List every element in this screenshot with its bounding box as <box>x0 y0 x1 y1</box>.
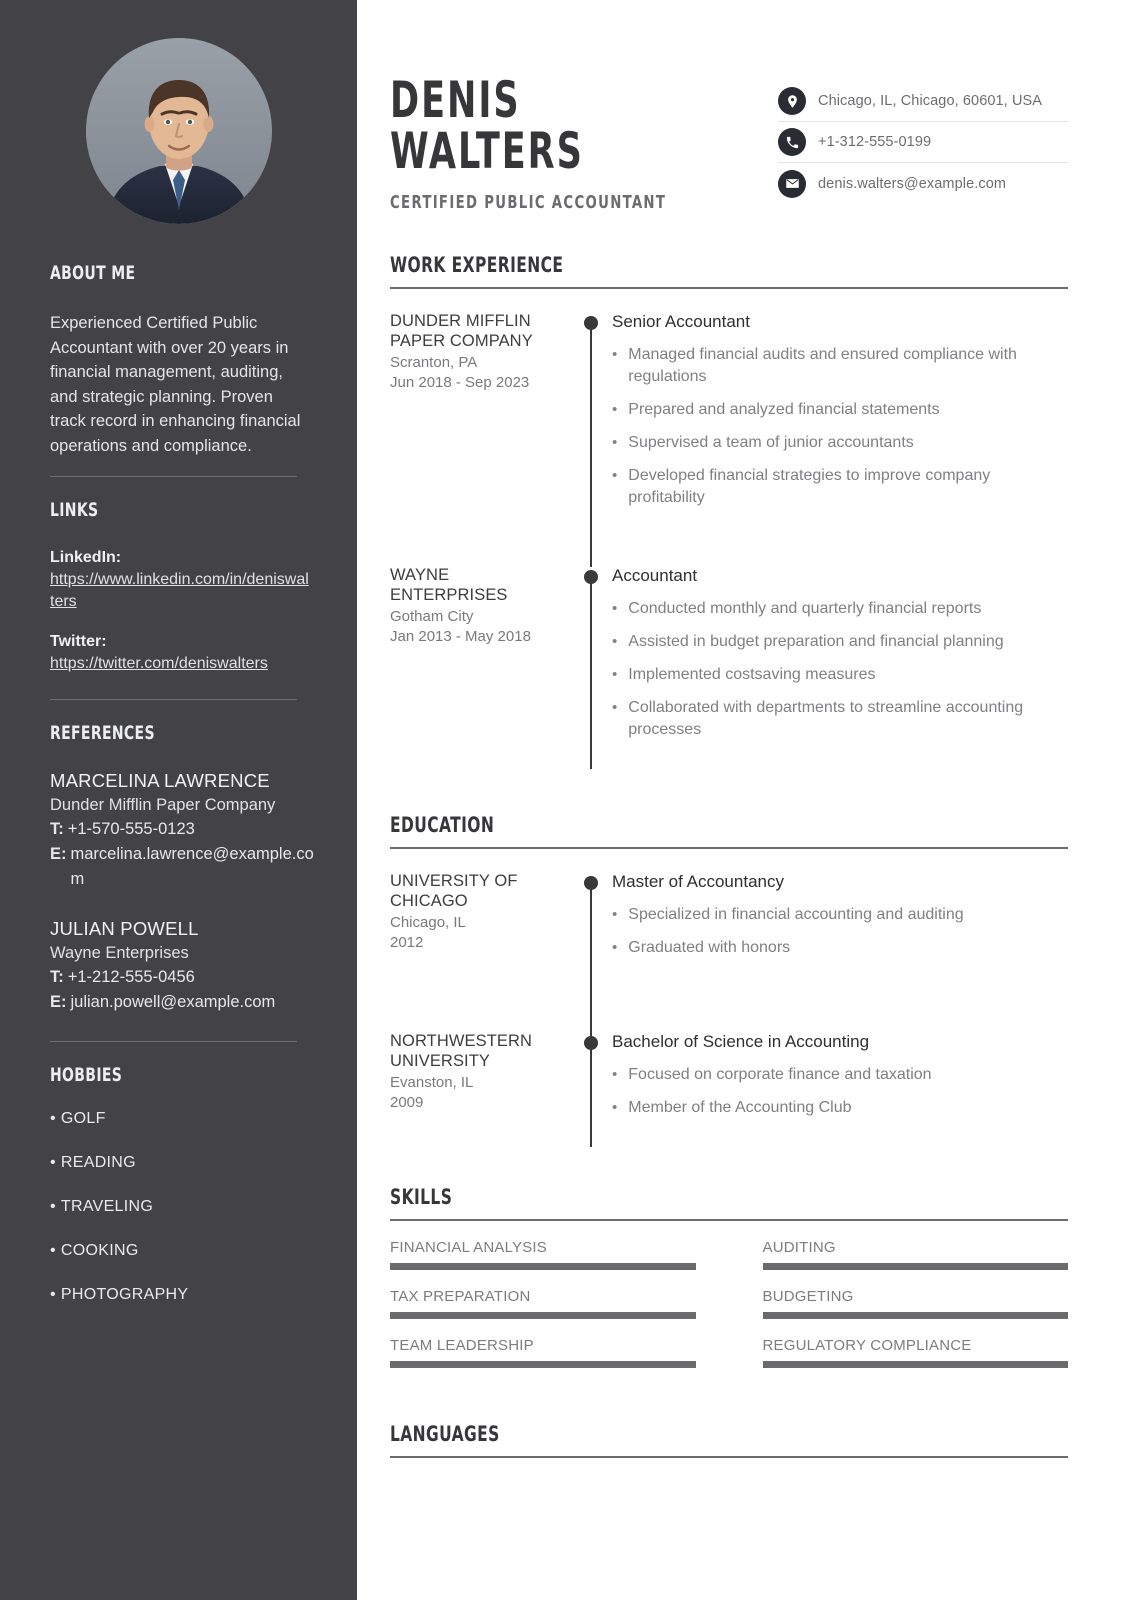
skill-bar-fill <box>390 1263 696 1270</box>
email-value: julian.powell@example.com <box>70 993 276 1011</box>
education-section <box>390 813 1068 1147</box>
skills-heading: SKILLS <box>390 1185 453 1209</box>
bullet-item <box>612 1097 1068 1119</box>
timeline-line <box>590 881 592 1051</box>
skill-bar-fill <box>763 1312 1069 1319</box>
bullet-list <box>612 598 1068 741</box>
timeline-dot-icon <box>584 876 598 890</box>
spacer <box>50 613 337 631</box>
work-entry-meta <box>390 311 578 537</box>
degree-title: Master of Accountancy <box>612 872 784 891</box>
skill-bar-fill <box>763 1361 1069 1368</box>
avatar-wrapper <box>0 0 357 224</box>
skill-bar-track <box>390 1263 696 1270</box>
job-title: CERTIFIED PUBLIC ACCOUNTANT <box>390 192 667 213</box>
bullet-dot-icon: • <box>612 699 618 716</box>
phone-value: +1-212-555-0456 <box>67 968 195 986</box>
timeline-line <box>590 575 592 769</box>
bullet-text: Conducted monthly and quarterly financial reports <box>628 600 982 617</box>
reference-item <box>50 768 337 892</box>
bullet-list <box>612 904 1068 959</box>
hobby-label: PHOTOGRAPHY <box>60 1286 189 1303</box>
link-item-linkedin <box>50 547 337 613</box>
skills-grid <box>390 1221 1068 1368</box>
skills-section <box>390 1185 1068 1368</box>
link-label: LinkedIn: <box>50 549 122 566</box>
bullet-item <box>612 904 1068 926</box>
bullet-list <box>612 1064 1068 1119</box>
bullet-item <box>612 937 1068 959</box>
bullet-dot-icon: • <box>50 1242 56 1259</box>
work-entry <box>390 311 1068 537</box>
link-url[interactable]: https://twitter.com/deniswalters <box>50 655 268 672</box>
skill-label: REGULATORY COMPLIANCE <box>762 1337 972 1354</box>
hobby-label: READING <box>60 1154 136 1171</box>
email-label: E: <box>50 993 67 1011</box>
divider <box>50 476 297 477</box>
bullet-dot-icon: • <box>50 1110 56 1127</box>
bullet-dot-icon: • <box>612 1066 618 1083</box>
main-content <box>357 0 1130 1600</box>
bullet-text: Assisted in budget preparation and financial planning <box>628 633 1004 650</box>
bullet-text: Developed financial strategies to improve company profitability <box>628 467 991 506</box>
skills-column-left <box>390 1239 696 1368</box>
skill-bar-track <box>763 1361 1069 1368</box>
skill-label: TAX PREPARATION <box>390 1288 531 1305</box>
bullet-dot-icon: • <box>612 1099 618 1116</box>
work-experience-section <box>390 253 1068 769</box>
education-timeline <box>390 849 1068 1147</box>
bullet-dot-icon: • <box>50 1154 56 1171</box>
reference-email <box>50 842 316 892</box>
company-location: Scranton, PA <box>390 354 478 371</box>
skill-bar-fill <box>763 1263 1069 1270</box>
bullet-text: Collaborated with departments to streamline accounting processes <box>628 699 1024 738</box>
work-entry-detail <box>612 565 1068 769</box>
bullet-dot-icon: • <box>612 906 618 923</box>
timeline-dot-icon <box>584 316 598 330</box>
references-heading: REFERENCES <box>50 722 155 744</box>
skills-column-right <box>763 1239 1069 1368</box>
divider <box>50 1041 297 1042</box>
reference-email <box>50 990 316 1015</box>
timeline-line <box>590 1041 592 1147</box>
contact-row-location <box>778 81 1068 122</box>
contact-row-email <box>778 163 1068 204</box>
hobby-item <box>50 1196 337 1218</box>
education-entry-meta <box>390 871 578 1021</box>
bullet-text: Focused on corporate finance and taxation <box>628 1066 932 1083</box>
hobby-item <box>50 1240 337 1262</box>
location-icon <box>778 87 806 115</box>
name-block <box>390 71 778 213</box>
school-location: Chicago, IL <box>390 914 466 931</box>
bullet-dot-icon: • <box>50 1286 56 1303</box>
email-text: denis.walters@example.com <box>818 175 1007 192</box>
skill-item <box>763 1239 1069 1270</box>
avatar <box>86 38 272 224</box>
bullet-item <box>612 697 1068 741</box>
contact-row-phone <box>778 122 1068 163</box>
bullet-dot-icon: • <box>612 346 618 363</box>
about-me-section <box>50 262 337 458</box>
work-entry-detail <box>612 311 1068 537</box>
phone-label: T: <box>50 820 64 838</box>
bullet-text: Managed financial audits and ensured compliance with regulations <box>628 346 1017 385</box>
education-entry-detail <box>612 871 1068 1021</box>
skill-label: FINANCIAL ANALYSIS <box>390 1239 547 1256</box>
skill-item <box>763 1337 1069 1368</box>
bullet-dot-icon: • <box>612 467 618 484</box>
reference-phone <box>50 965 316 990</box>
link-label: Twitter: <box>50 633 107 650</box>
education-heading: EDUCATION <box>390 813 495 837</box>
reference-phone <box>50 817 316 842</box>
bullet-item <box>612 432 1068 454</box>
bullet-text: Implemented costsaving measures <box>628 666 876 683</box>
skill-item <box>390 1239 696 1270</box>
phone-value: +1-570-555-0123 <box>67 820 195 838</box>
reference-company: Wayne Enterprises <box>50 944 189 962</box>
bullet-text: Graduated with honors <box>628 939 791 956</box>
languages-section <box>390 1422 1068 1458</box>
email-label: E: <box>50 845 67 863</box>
bullet-text: Supervised a team of junior accountants <box>628 434 914 451</box>
email-value: marcelina.lawrence@example.com <box>70 845 314 888</box>
last-name: WALTERS <box>390 122 584 180</box>
bullet-item <box>612 631 1068 653</box>
company-location: Gotham City <box>390 608 474 625</box>
bullet-text: Member of the Accounting Club <box>628 1099 852 1116</box>
skill-label: BUDGETING <box>762 1288 854 1305</box>
company-dates: Jun 2018 - Sep 2023 <box>390 374 530 391</box>
bullet-dot-icon: • <box>612 633 618 650</box>
bullet-dot-icon: • <box>612 434 618 451</box>
skill-bar-fill <box>390 1312 696 1319</box>
timeline-marker <box>578 565 612 769</box>
bullet-text: Specialized in financial accounting and auditing <box>628 906 964 923</box>
school-dates: 2012 <box>390 934 424 951</box>
timeline-dot-icon <box>584 1036 598 1050</box>
bullet-item <box>612 664 1068 686</box>
bullet-item <box>612 399 1068 421</box>
skill-item <box>763 1288 1069 1319</box>
work-experience-heading: WORK EXPERIENCE <box>390 253 564 277</box>
school-name: NORTHWESTERN UNIVERSITY <box>390 1032 533 1070</box>
email-icon <box>778 170 806 198</box>
skill-label: TEAM LEADERSHIP <box>390 1337 534 1354</box>
skill-bar-fill <box>390 1361 696 1368</box>
reference-company: Dunder Mifflin Paper Company <box>50 796 276 814</box>
timeline-dot-icon <box>584 570 598 584</box>
degree-title: Bachelor of Science in Accounting <box>612 1032 870 1051</box>
skill-item <box>390 1288 696 1319</box>
school-dates: 2009 <box>390 1094 424 1111</box>
bullet-item <box>612 1064 1068 1086</box>
languages-heading: LANGUAGES <box>390 1422 500 1446</box>
bullet-dot-icon: • <box>612 666 618 683</box>
bullet-dot-icon: • <box>612 401 618 418</box>
company-name: DUNDER MIFFLIN PAPER COMPANY <box>390 312 533 350</box>
work-entry <box>390 565 1068 769</box>
location-text: Chicago, IL, Chicago, 60601, USA <box>818 93 1043 109</box>
reference-item <box>50 916 337 1015</box>
reference-name: JULIAN POWELL <box>50 918 199 939</box>
skill-item <box>390 1337 696 1368</box>
references-section <box>50 722 337 1015</box>
hobbies-heading: HOBBIES <box>50 1064 123 1086</box>
skill-bar-track <box>763 1263 1069 1270</box>
hobby-label: GOLF <box>60 1110 106 1127</box>
hobby-label: COOKING <box>60 1242 139 1259</box>
phone-text: +1-312-555-0199 <box>818 134 932 150</box>
hobby-label: TRAVELING <box>60 1198 154 1215</box>
hobby-item <box>50 1152 337 1174</box>
about-me-heading: ABOUT ME <box>50 262 136 284</box>
timeline-marker <box>578 871 612 1021</box>
school-location: Evanston, IL <box>390 1074 474 1091</box>
contact-block <box>778 75 1068 213</box>
skill-bar-track <box>390 1361 696 1368</box>
bullet-item <box>612 598 1068 620</box>
about-me-text: Experienced Certified Public Accountant with over 20 years in financial management, auditing, and strategic planning. Proven track record in enhancing financial operations and compliance. <box>50 314 301 455</box>
first-name: DENIS <box>390 71 521 129</box>
hobby-item <box>50 1108 337 1130</box>
bullet-item <box>612 344 1068 388</box>
job-role: Senior Accountant <box>612 312 750 331</box>
school-name: UNIVERSITY OF CHICAGO <box>390 872 518 910</box>
link-url[interactable]: https://www.linkedin.com/in/deniswalters <box>50 571 309 610</box>
skill-label: AUDITING <box>762 1239 836 1256</box>
divider <box>50 699 297 700</box>
bullet-list <box>612 344 1068 509</box>
education-entry-detail <box>612 1031 1068 1147</box>
link-item-twitter <box>50 631 337 675</box>
links-heading: LINKS <box>50 499 99 521</box>
phone-label: T: <box>50 968 64 986</box>
hobbies-section <box>50 1064 337 1306</box>
bullet-dot-icon: • <box>50 1198 56 1215</box>
work-timeline <box>390 289 1068 769</box>
section-rule <box>390 1456 1068 1458</box>
bullet-item <box>612 465 1068 509</box>
timeline-line <box>590 321 592 567</box>
company-name: WAYNE ENTERPRISES <box>390 566 508 604</box>
timeline-marker <box>578 311 612 537</box>
timeline-marker <box>578 1031 612 1147</box>
links-section <box>50 499 337 675</box>
skill-bar-track <box>763 1312 1069 1319</box>
reference-name: MARCELINA LAWRENCE <box>50 770 270 791</box>
company-dates: Jan 2013 - May 2018 <box>390 628 531 645</box>
bullet-text: Prepared and analyzed financial statements <box>628 401 940 418</box>
work-entry-meta <box>390 565 578 769</box>
hobby-item <box>50 1284 337 1306</box>
bullet-dot-icon: • <box>612 939 618 956</box>
education-entry-meta <box>390 1031 578 1147</box>
education-entry <box>390 871 1068 1021</box>
education-entry <box>390 1031 1068 1147</box>
skill-bar-track <box>390 1312 696 1319</box>
phone-icon <box>778 128 806 156</box>
resume-header <box>390 0 1068 213</box>
sidebar <box>0 0 357 1600</box>
job-role: Accountant <box>612 566 698 585</box>
bullet-dot-icon: • <box>612 600 618 617</box>
